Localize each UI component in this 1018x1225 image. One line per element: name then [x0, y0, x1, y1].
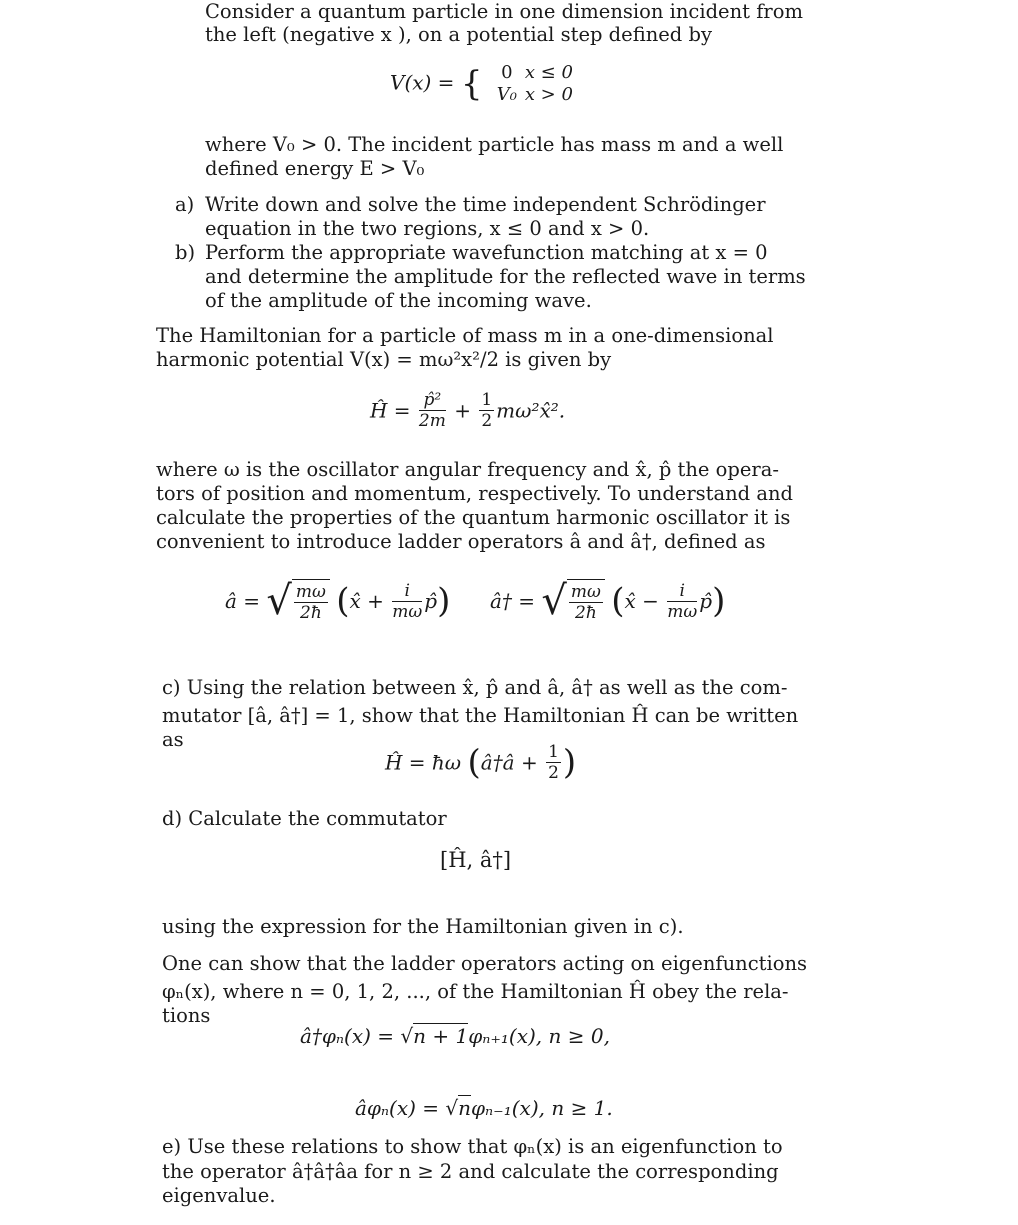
relation-eq2-root: √n [445, 1096, 472, 1120]
ladder-adag-mw: mω [667, 601, 698, 622]
part-c-line-2: mutator [â, â†] = 1, show that the Hamiltonian Ĥ can be written [162, 704, 799, 727]
relations-line-3: tions [162, 1004, 211, 1027]
intro-line-1: Consider a quantum particle in one dimension incident from [205, 0, 803, 23]
ham-line-1: The Hamiltonian for a particle of mass m in a one-dimensional [156, 324, 774, 347]
ladder-adag-root-num: mω [570, 582, 601, 602]
part-a-line-1: Write down and solve the time independent Schrödinger [205, 193, 766, 216]
ham-line-5: calculate the properties of the quantum harmonic oscillator it is [156, 506, 791, 529]
potential-cases [489, 62, 573, 106]
part-b-label: b) [175, 241, 196, 264]
part-c-half-num: 1 [548, 742, 559, 762]
ham-line-3: where ω is the oscillator angular frequency and x̂, p̂ the opera- [156, 458, 779, 481]
ladder-a-root-num: mω [295, 582, 326, 602]
relation-eq1-left: â†φₙ(x) = [300, 1024, 395, 1048]
intro-line-2: the left (negative x ), on a potential step defined by [205, 23, 712, 46]
ladder-a-open-paren: ( [336, 581, 350, 621]
relation-eq2-left: âφₙ(x) = [355, 1096, 440, 1120]
ham-line-6: convenient to introduce ladder operators â and â†, defined as [156, 530, 766, 553]
part-b-line-3: of the amplitude of the incoming wave. [205, 289, 592, 312]
ladder-adag-minus: − [642, 589, 659, 613]
ladder-a-p: p̂ [424, 589, 438, 613]
ladder-adag-i: i [667, 581, 697, 602]
ham-half-den: 2 [481, 411, 493, 431]
part-c-eq-inner: â†â + [480, 750, 538, 775]
ham-line-2: harmonic potential V(x) = mω²x²/2 is given by [156, 348, 612, 371]
ladder-adag-root-den: 2ħ [575, 603, 597, 623]
relations-line-2: φₙ(x), where n = 0, 1, 2, ..., of the Hamiltonian Ĥ obey the rela- [162, 980, 789, 1003]
hamiltonian-equation [370, 390, 565, 431]
part-c-line-3: as [162, 728, 184, 751]
potential-equation [390, 62, 573, 106]
part-e-line-1: e) Use these relations to show that φₙ(x) is an eigenfunction to [162, 1135, 783, 1158]
relation-eq1-root-arg: n + 1 [413, 1024, 469, 1048]
ladder-a-mw: mω [392, 601, 423, 622]
ham-eq-plus: + [454, 398, 471, 423]
ladder-adag-close-paren: ) [712, 581, 726, 621]
relation-eq2-root-arg: n [458, 1096, 472, 1120]
part-b-line-2: and determine the amplitude for the reflected wave in terms [205, 265, 806, 288]
part-b-line-1: Perform the appropriate wavefunction matching at x = 0 [205, 241, 768, 264]
ladder-adag-root: √ $\frac{m\omega}{2ħ}$ [541, 578, 604, 624]
ladder-a-i: i [392, 581, 422, 602]
ham-eq-half [479, 390, 494, 431]
ladder-a-lhs: â = [225, 589, 261, 613]
intro-line-3: where V₀ > 0. The incident particle has mass m and a well [205, 133, 784, 156]
part-d-commutator: [Ĥ, â†] [440, 848, 512, 872]
case2-value: V₀ [496, 84, 517, 105]
ladder-a-close-paren: ) [437, 581, 451, 621]
ham-eq-fraction [419, 390, 446, 431]
part-c-half-den: 2 [548, 763, 559, 783]
part-a-label: a) [175, 193, 195, 216]
ladder-a-root-den: 2ħ [300, 603, 322, 623]
part-c-line-1: c) Using the relation between x̂, p̂ and â, â† as well as the com- [162, 676, 788, 699]
potential-lhs: V(x) = [390, 70, 455, 95]
case2-condition: x > 0 [524, 84, 573, 105]
case1-value: 0 [501, 62, 513, 83]
ladder-a-x: x̂ [349, 589, 361, 613]
ladder-adag-p: p̂ [699, 589, 713, 613]
case1-condition: x ≤ 0 [524, 62, 573, 83]
part-e-line-2: the operator â†â†âa for n ≥ 2 and calculate the corresponding [162, 1160, 779, 1183]
intro-line-4: defined energy E > V₀ [205, 157, 425, 180]
ladder-adag-equation [490, 578, 725, 624]
left-brace: { [460, 64, 483, 104]
part-a-line-2: equation in the two regions, x ≤ 0 and x > 0. [205, 217, 650, 240]
ham-eq-tail: mω²x̂². [496, 398, 566, 423]
relation-eq-1 [300, 1024, 610, 1048]
relation-eq1-right: φₙ₊₁(x), n ≥ 0, [468, 1024, 610, 1048]
part-c-open-paren: ( [467, 742, 481, 783]
part-d-line-1: d) Calculate the commutator [162, 807, 447, 830]
ladder-adag-open-paren: ( [611, 581, 625, 621]
part-d-line-2: using the expression for the Hamiltonian given in c). [162, 915, 684, 938]
ham-line-4: tors of position and momentum, respectively. To understand and [156, 482, 794, 505]
relation-eq-2 [355, 1096, 613, 1120]
part-e-line-3: eigenvalue. [162, 1184, 276, 1207]
part-c-equation [385, 742, 576, 783]
part-c-close-paren: ) [562, 742, 577, 783]
relation-eq2-right: φₙ₋₁(x), n ≥ 1. [471, 1096, 613, 1120]
part-c-eq-lhs: Ĥ = ħω [385, 750, 462, 775]
ladder-a-equation [225, 578, 450, 624]
ham-eq-lhs: Ĥ = [370, 398, 411, 423]
ham-eq-num: p̂² [419, 390, 446, 411]
ladder-adag-x: x̂ [624, 589, 636, 613]
relations-line-1: One can show that the ladder operators acting on eigenfunctions [162, 952, 808, 975]
ham-eq-den: 2m [418, 411, 446, 431]
ham-half-num: 1 [481, 390, 493, 410]
relation-eq1-root: √n + 1 [400, 1024, 469, 1048]
ladder-a-plus: + [367, 589, 384, 613]
ladder-a-root: √ $\frac{m\omega}{2ħ}$ [266, 578, 329, 624]
ladder-adag-lhs: â† = [490, 589, 536, 613]
